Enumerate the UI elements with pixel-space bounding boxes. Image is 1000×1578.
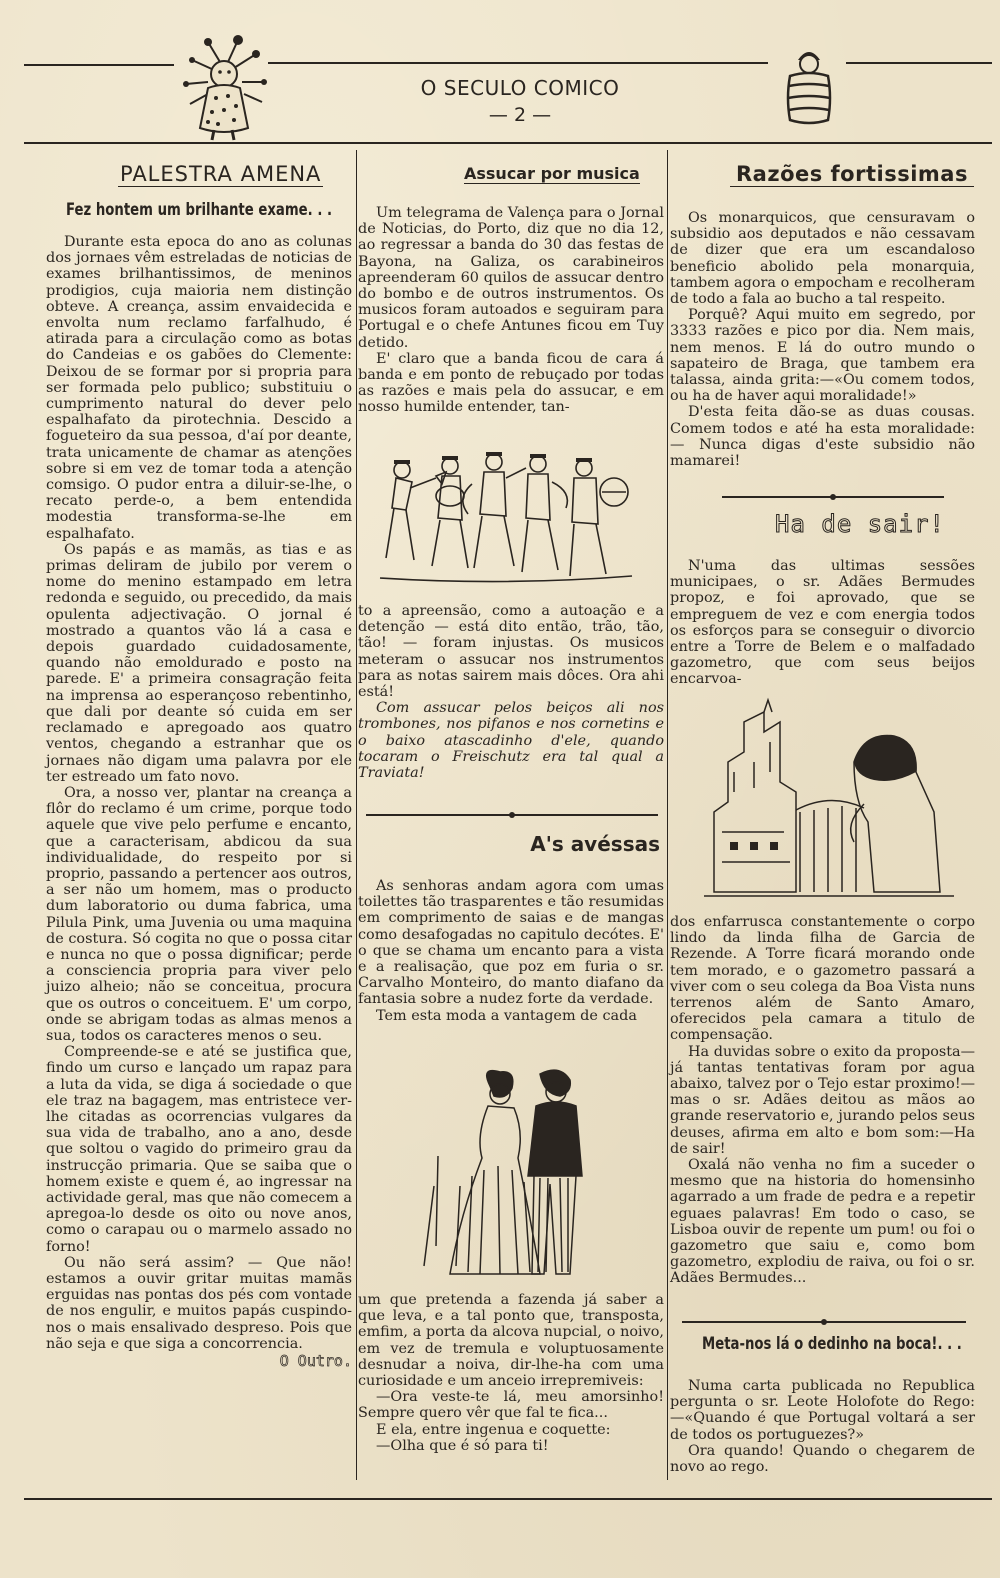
razoes-paragraph-3: D'esta feita dão-se as duas cousas. Comem todos e até ha esta moralidade: — Nunca digas d'este subsidio não mamarei! — [670, 404, 975, 470]
razoes-paragraph-1: Os monarquicos, que censuravam o subsidio aos deputados e não cessavam de dizer que era um escandaloso beneficio abolido pela monarquia, tambem agora o empocham e recolheram de todo a fala ao bucho a tal respeito. — [670, 210, 975, 308]
sair-body-bottom — [670, 914, 975, 1287]
avessas-paragraph-4: —Ora veste-te lá, meu amorsinho! Sempre quero vêr que fal te fica... — [358, 1389, 664, 1422]
masthead-rule-left — [24, 64, 174, 66]
masthead-rule-right — [846, 62, 992, 64]
meta-paragraph-2: Ora quando! Quando o chegarem de novo ao rego. — [670, 1442, 975, 1476]
paragraph-1: Durante esta epoca do ano as colunas dos jornaes vêm estreladas de noticias de exames brilhantissimos, de meninos prodigios, cuja maioria nem distinção obteve. A creança, assim envaidecida e envolta num reclamo farfalhudo, é atirada para a circulação como as botas do Candeias e os gabões do Clemente: Deixou de se formar por si propria para ser formada pelo publico; substituiu o cumprimento natural do dever pelo espalhafato da pirotechnia. Descido a fogueteiro da sua pessoa, d'aí por deante, trata unicamente de chamar as atenções sobre si em vez de tomar toda a atenção comsigo. O pudor entra a diluir-se-lhe, o recato perde-o, a bem entendida modestia transforma-se-lhe em espalhafato. — [46, 234, 352, 542]
assucar-body-top — [358, 205, 664, 416]
razoes-heading-wrap — [730, 162, 975, 187]
article-body-palestra — [46, 234, 352, 1370]
column-rule-1 — [356, 150, 357, 1480]
separator-2 — [722, 496, 944, 498]
paragraph-4: Compreende-se e até se justifica que, findo um curso e lançado um rapaz para a luta da vida, se diga á sociedade o que ele traz na bagagem, mas entristece ver-lhe citadas as ocorrencias vulgares da sua vida de trabalho, ano a ano, desde que soltou o vagido do primeiro grau da instrucção primaria. Que se saiba que o homem existe e quem é, ao ingressar na actividade geral, mas que não comecem a apregoa-lo desde os oito ou nove anos, como o carapau ou o marmelo assado no forno! — [46, 1044, 352, 1255]
assucar-paragraph-2: E' claro que a banda ficou de cara á banda e em ponto de rebuçado por todas as razões e mais pela do assucar, e em nosso humilde entender, tan- — [358, 350, 664, 416]
signature: O Outro. — [279, 1352, 352, 1371]
article-title-exame-wrap — [66, 200, 356, 220]
masthead-rule-center — [268, 62, 768, 64]
article-title-sair: Ha de sair! — [775, 510, 945, 538]
assucar-paragraph-3: to a apreensão, como a autoação e a detenção — está dito então, trão, tão, tão! — foram injustas. Os musicos meteram o assucar nos instrumentos para as notas sairem mais dôces. Ora ahi está! — [358, 603, 664, 701]
masthead-title: O SECULO COMICO — [420, 76, 620, 100]
assucar-paragraph-4: Com assucar pelos beiços ali nos trombones, nos pifanos e nos cornetins e o baixo atascadinho d'ele, quando tocaram o Freischutz era tal qual a Traviata! — [358, 700, 664, 782]
article-title-exame: Fez hontem um brilhante exame. . . — [66, 200, 333, 220]
avessas-paragraph-1: As senhoras andam agora com umas toilettes tão trasparentes e tão resumidas em comprimento de saias e de mangas como desafogadas no capitulo decótes. E' o que se chama um encanto para a vista e a realisação, que poz em furia o sr. Carvalho Monteiro, do manto diafano da fantasia sobre a nudez forte da verdade. — [358, 878, 664, 1008]
sair-paragraph-2: dos enfarrusca constantemente o corpo lindo da linda filha de Garcia de Rezende. A Torre ficará morando onde tem morado, e o gazometro passará a viver com o seu colega da Boa Vista nuns terrenos além de Santo Amaro, oferecidos pela camara a titulo de compensação. — [670, 914, 975, 1044]
paragraph-5: Ou não será assim? — Que não! estamos a ouvir gritar muitas mamãs erguidas nas pontas dos pés com vontade de nos engulir, e muitos papás cuspindo-nos o mais ensalivado despreso. Pois que não seja e que siga a concorrencia. — [46, 1254, 352, 1352]
avessas-paragraph-2: Tem esta moda a vantagem de cada — [376, 1007, 637, 1024]
assucar-body-bottom — [358, 603, 664, 781]
meta-paragraph-1: Numa carta publicada no Republica pergunta o sr. Leote Holofote do Rego: —«Quando é que Portugal voltará a ser de todos os portuguezes?» — [670, 1378, 975, 1443]
column-rule-2 — [667, 150, 668, 1480]
razoes-paragraph-2: Porquê? Aqui muito em segredo, por 3333 razões e pico por dia. Nem mais, nem menos. E lá do outro mundo o sapateiro de Braga, que tambem era talassa, ainda grita:—«Ou comem todos, ou ha de haver aqui moralidade!» — [670, 307, 975, 405]
article-title-meta: Meta-nos lá o dedinho na boca!. . . — [702, 1334, 962, 1354]
barrel-figure-icon — [784, 42, 834, 128]
band-musicians-illustration — [376, 448, 636, 588]
section-heading-palestra: PALESTRA AMENA — [120, 162, 322, 186]
separator-3 — [682, 1321, 966, 1323]
palestra-section — [46, 162, 352, 187]
article-title-razoes: Razões fortissimas — [730, 162, 974, 187]
masthead-rule-bottom — [24, 142, 992, 144]
article-title-avessas: A's avéssas — [530, 832, 660, 856]
article-title-assucar: Assucar por musica — [464, 164, 640, 183]
avessas-body-top — [358, 878, 664, 1024]
assucar-paragraph-1: Um telegrama de Valença para o Jornal de Noticias, do Porto, diz que no dia 12, ao regressar a banda do 30 das festas de Bayona, na Galiza, os carabineiros apreenderam 60 quilos de assucar dentro do bombo e de outros instrumentos. Os musicos foram autoados e seguiram para Portugal e o chefe Antunes ficou em Tuy detido. — [358, 205, 664, 351]
sair-paragraph-3: Ha duvidas sobre o exito da proposta—já tantas tentativas foram por agua abaixo, talvez por o Tejo estar proximo!—mas o sr. Adães deitou as mãos ao grande reservatorio e, jurando pelos seus deuses, afirma em alto e bom som:—Ha de sair! — [670, 1043, 975, 1157]
page-bottom-rule — [24, 1498, 992, 1500]
sair-paragraph-1: N'uma das ultimas sessões municipaes, o sr. Adães Bermudes propoz, e foi aprovado, que se empreguem de vez e com energia todos os esforços para se conseguir o divorcio entre a Torre de Belem e o malfadado gazometro, que com seus beijos encarvoa- — [670, 558, 975, 688]
tower-gasometer-illustration — [704, 692, 954, 904]
avessas-paragraph-5: E ela, entre ingenua e coquette: — [376, 1421, 611, 1438]
paragraph-3: Ora, a nosso ver, plantar na creança a flôr do reclamo é um crime, porque todo aquele que vive pelo perfume e encanto, que a caracterisam, abdicou da sua individualidade, do respeito por si proprio, passando a pertencer aos outros, a ser não um homem, mas o producto dum laboratorio ou duma fabrica, uma Pilula Pink, uma Juvenia ou uma maquina de costura. Só cogita no que o possa citar e nunca no que o possa dignificar; perde a consciencia propria para viver pelo juizo alheio; não se conceitua, procura que os outros o conceituem. E' um corpo, onde se abrigam todas as almas menos a sua, todos os caracteres menos o seu. — [46, 784, 352, 1044]
doll-pincushion-icon — [178, 32, 270, 142]
avessas-paragraph-6: —Olha que é só para ti! — [376, 1437, 549, 1454]
assucar-heading-wrap — [464, 164, 664, 184]
sair-paragraph-4: Oxalá não venha no fim a suceder o mesmo que na historia do homensinho agarrado a um frade de pedra e a repetir eguaes palavras! Em todo o caso, se Lisboa ouvir de repente um pum! ou foi o gazometro que saiu e, como bom gazometro, explodiu de raiva, ou foi o sr. Adães Bermudes... — [670, 1157, 975, 1287]
couple-illustration — [420, 1066, 610, 1284]
sair-heading-wrap — [740, 510, 980, 538]
meta-heading-wrap — [702, 1334, 972, 1354]
paragraph-2: Os papás e as mamãs, as tias e as primas deliram de jubilo por verem o nome do menino estampado em letra redonda e seguido, ou precedido, da mais opulenta adjectivação. O jornal é mostrado a quantos vão lá a casa e depois guardado cuidadosamente, quando não emoldurado e posto na parede. E' a primeira consagração feita na imprensa ao esperançoso rebentinho, que dali por deante só cuida em ser reclamado e apregoado aos quatro ventos, chegando a estranhar que os jornaes não digam uma palavra por ele ter estreado um fato novo. — [46, 541, 352, 785]
avessas-paragraph-3: um que pretenda a fazenda já saber a que leva, e a tal ponto que, transposta, emfim, a porta da alcova nupcial, o noivo, em vez de tremula e voluptuosamente desnudar a noiva, dir-lhe-ha com uma curiosidade e um anceio irrepremiveis: — [358, 1292, 664, 1390]
avessas-heading-wrap — [358, 832, 660, 856]
masthead-page-number: — 2 — — [488, 104, 552, 126]
sair-body-top — [670, 558, 975, 688]
razoes-body — [670, 210, 975, 469]
separator-1 — [366, 814, 658, 816]
avessas-body-bottom — [358, 1292, 664, 1454]
meta-body — [670, 1378, 975, 1475]
